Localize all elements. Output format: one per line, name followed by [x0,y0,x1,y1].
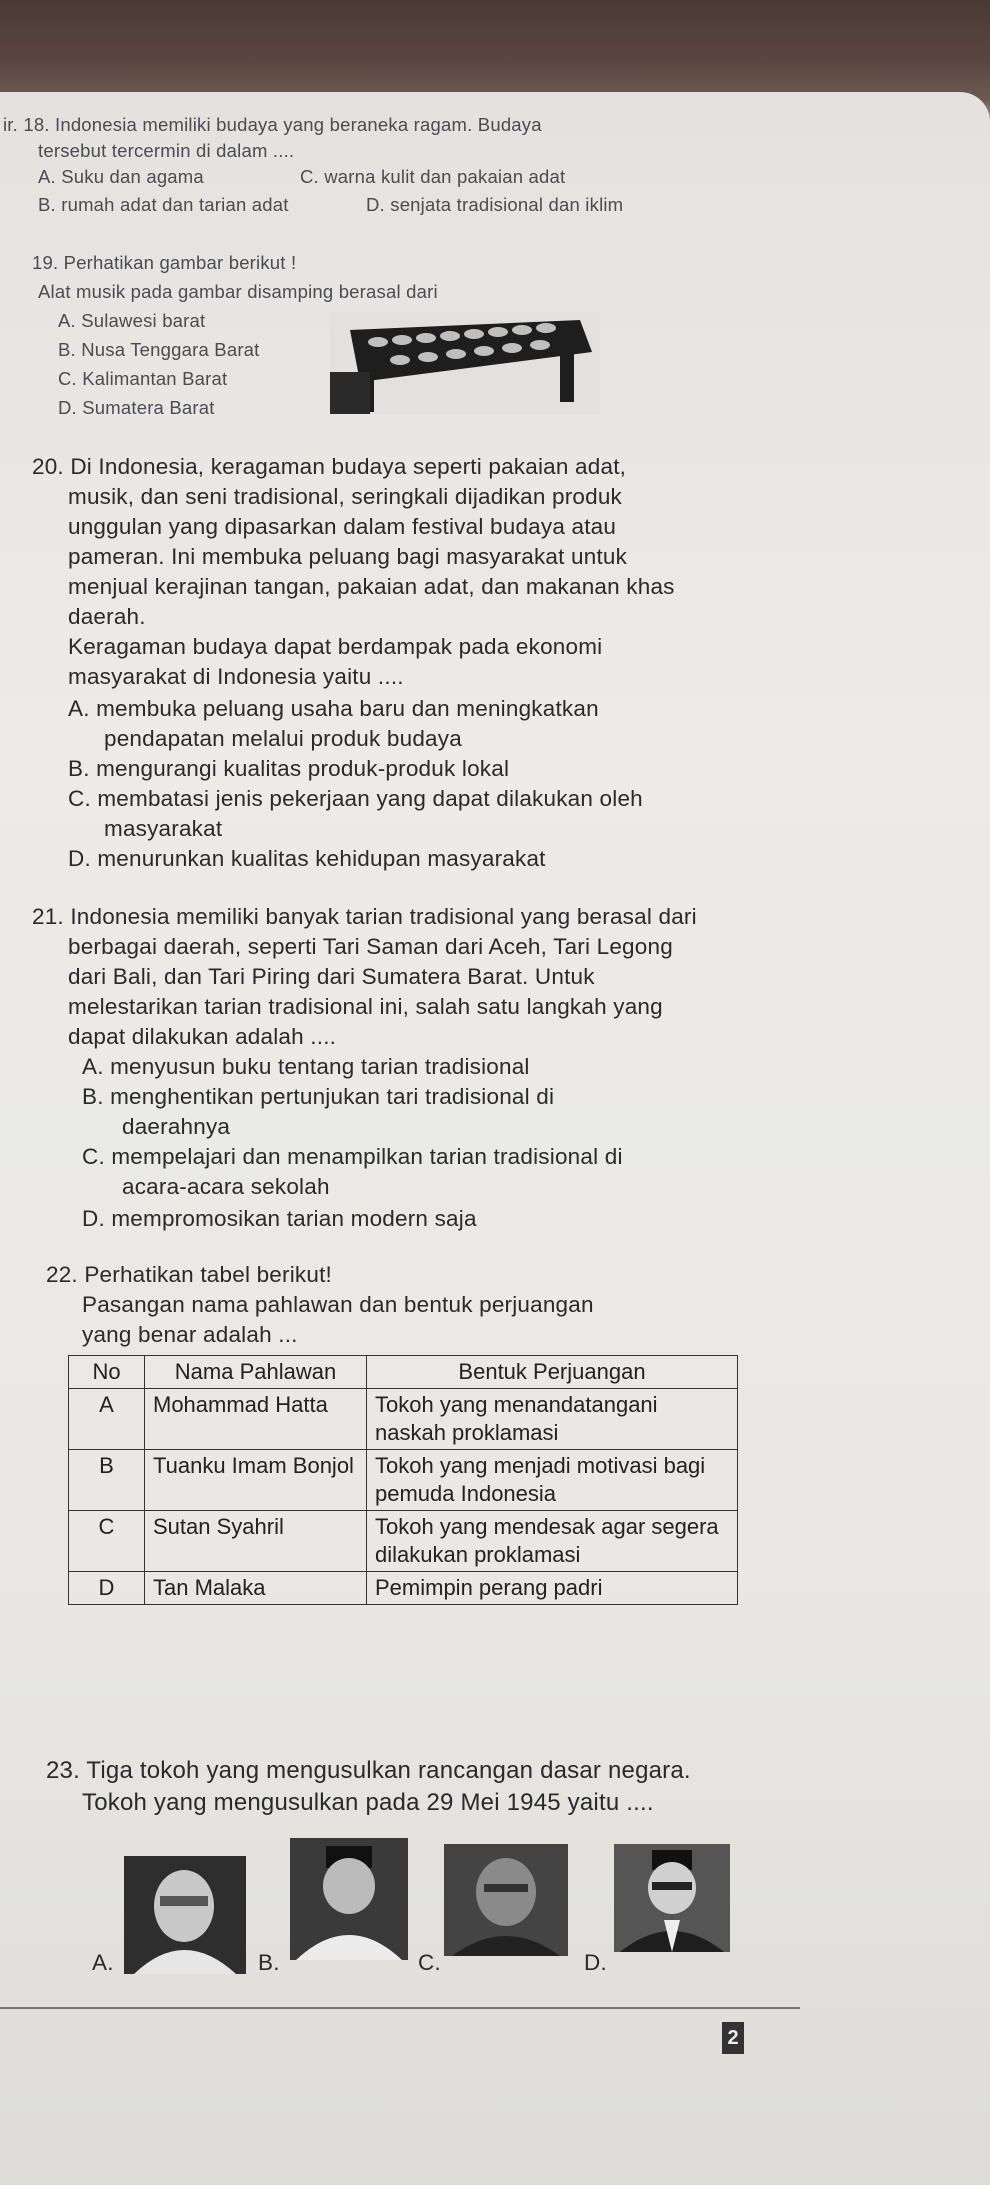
q21-line-1: 21. Indonesia memiliki banyak tarian tradisional yang berasal dari [32,904,697,929]
table-cell-form: Tokoh yang menandatangani naskah proklamasi [367,1389,738,1450]
q23-line-2: Tokoh yang mengusulkan pada 29 Mei 1945 yaitu .... [82,1789,654,1816]
q23-option-c-label: C. [418,1950,441,1975]
page-number: 2 [722,2022,744,2054]
q19-option-b: B. Nusa Tenggara Barat [58,339,260,360]
q19-option-d: D. Sumatera Barat [58,397,215,418]
musical-instrument-image [330,312,600,414]
table-cell-form: Pemimpin perang padri [367,1572,738,1605]
q21-option-b-line-1: B. menghentikan pertunjukan tari tradisional di [82,1084,555,1109]
q20-line-8: masyarakat di Indonesia yaitu .... [68,664,404,689]
heroes-table [68,1355,738,1605]
table-cell-name: Tan Malaka [145,1572,367,1605]
q19-option-a: A. Sulawesi barat [58,310,206,331]
table-cell-form: Tokoh yang menjadi motivasi bagi pemuda Indonesia [367,1450,738,1511]
q23-option-d-label: D. [584,1950,607,1975]
q18-line-1: ir. 18. Indonesia memiliki budaya yang beraneka ragam. Budaya [3,114,542,135]
q20-line-5: menjual kerajinan tangan, pakaian adat, dan makanan khas [68,574,675,599]
q21-line-5: dapat dilakukan adalah .... [68,1024,337,1049]
q23-option-b-label: B. [258,1950,280,1975]
q23-option-a-label: A. [92,1950,114,1975]
table-header-name: Nama Pahlawan [145,1356,367,1389]
q21-line-3: dari Bali, dan Tari Piring dari Sumatera Barat. Untuk [68,964,595,989]
table-header-row [69,1356,738,1389]
q21-option-d: D. mempromosikan tarian modern saja [82,1206,477,1231]
q20-line-3: unggulan yang dipasarkan dalam festival budaya atau [68,514,617,539]
q21-line-2: berbagai daerah, seperti Tari Saman dari Aceh, Tari Legong [68,934,673,959]
table-cell-no: B [69,1450,145,1511]
table-row [69,1389,738,1450]
q20-line-6: daerah. [68,604,146,629]
q20-option-d: D. menurunkan kualitas kehidupan masyarakat [68,846,546,871]
q20-line-2: musik, dan seni tradisional, seringkali dijadikan produk [68,484,622,509]
table-row [69,1511,738,1572]
q21-option-c-line-1: C. mempelajari dan menampilkan tarian tradisional di [82,1144,623,1169]
q22-line-3: yang benar adalah ... [82,1322,298,1347]
table-row [69,1572,738,1605]
q18-option-a: A. Suku dan agama [38,166,204,187]
q21-line-4: melestarikan tarian tradisional ini, salah satu langkah yang [68,994,663,1019]
q18-option-c: C. warna kulit dan pakaian adat [300,166,566,187]
q21-option-b-line-2: daerahnya [122,1114,231,1139]
table-cell-name: Mohammad Hatta [145,1389,367,1450]
q22-line-2: Pasangan nama pahlawan dan bentuk perjuangan [82,1292,594,1317]
q19-option-c: C. Kalimantan Barat [58,368,228,389]
portrait-photo-d [614,1844,730,1952]
table-row [69,1450,738,1511]
q19-line-1: 19. Perhatikan gambar berikut ! [32,252,297,273]
q20-line-7: Keragaman budaya dapat berdampak pada ekonomi [68,634,603,659]
table-cell-name: Sutan Syahril [145,1511,367,1572]
table-cell-name: Tuanku Imam Bonjol [145,1450,367,1511]
q21-option-a: A. menyusun buku tentang tarian tradisional [82,1054,530,1079]
q20-line-1: 20. Di Indonesia, keragaman budaya seperti pakaian adat, [32,454,627,479]
portrait-photo-a [124,1856,246,1974]
q19-line-2: Alat musik pada gambar disamping berasal dari [38,281,438,302]
q20-option-c-line-2: masyarakat [104,816,223,841]
q20-option-c-line-1: C. membatasi jenis pekerjaan yang dapat dilakukan oleh [68,786,643,811]
table-cell-form: Tokoh yang mendesak agar segera dilakukan proklamasi [367,1511,738,1572]
table-cell-no: D [69,1572,145,1605]
q22-line-1: 22. Perhatikan tabel berikut! [46,1262,332,1287]
q20-line-4: pameran. Ini membuka peluang bagi masyarakat untuk [68,544,628,569]
portrait-photo-c [444,1844,568,1956]
q18-option-d: D. senjata tradisional dan iklim [366,194,624,215]
q18-option-b: B. rumah adat dan tarian adat [38,194,289,215]
q18-line-2: tersebut tercermin di dalam .... [38,140,295,161]
table-cell-no: A [69,1389,145,1450]
q20-option-b: B. mengurangi kualitas produk-produk lokal [68,756,510,781]
q20-option-a-line-2: pendapatan melalui produk budaya [104,726,462,751]
portrait-photo-b [290,1838,408,1960]
q23-line-1: 23. Tiga tokoh yang mengusulkan rancangan dasar negara. [46,1757,691,1784]
table-cell-no: C [69,1511,145,1572]
table-header-form: Bentuk Perjuangan [367,1356,738,1389]
q20-option-a-line-1: A. membuka peluang usaha baru dan meningkatkan [68,696,599,721]
page-divider [0,2007,800,2009]
table-header-no: No [69,1356,145,1389]
q21-option-c-line-2: acara-acara sekolah [122,1174,330,1199]
